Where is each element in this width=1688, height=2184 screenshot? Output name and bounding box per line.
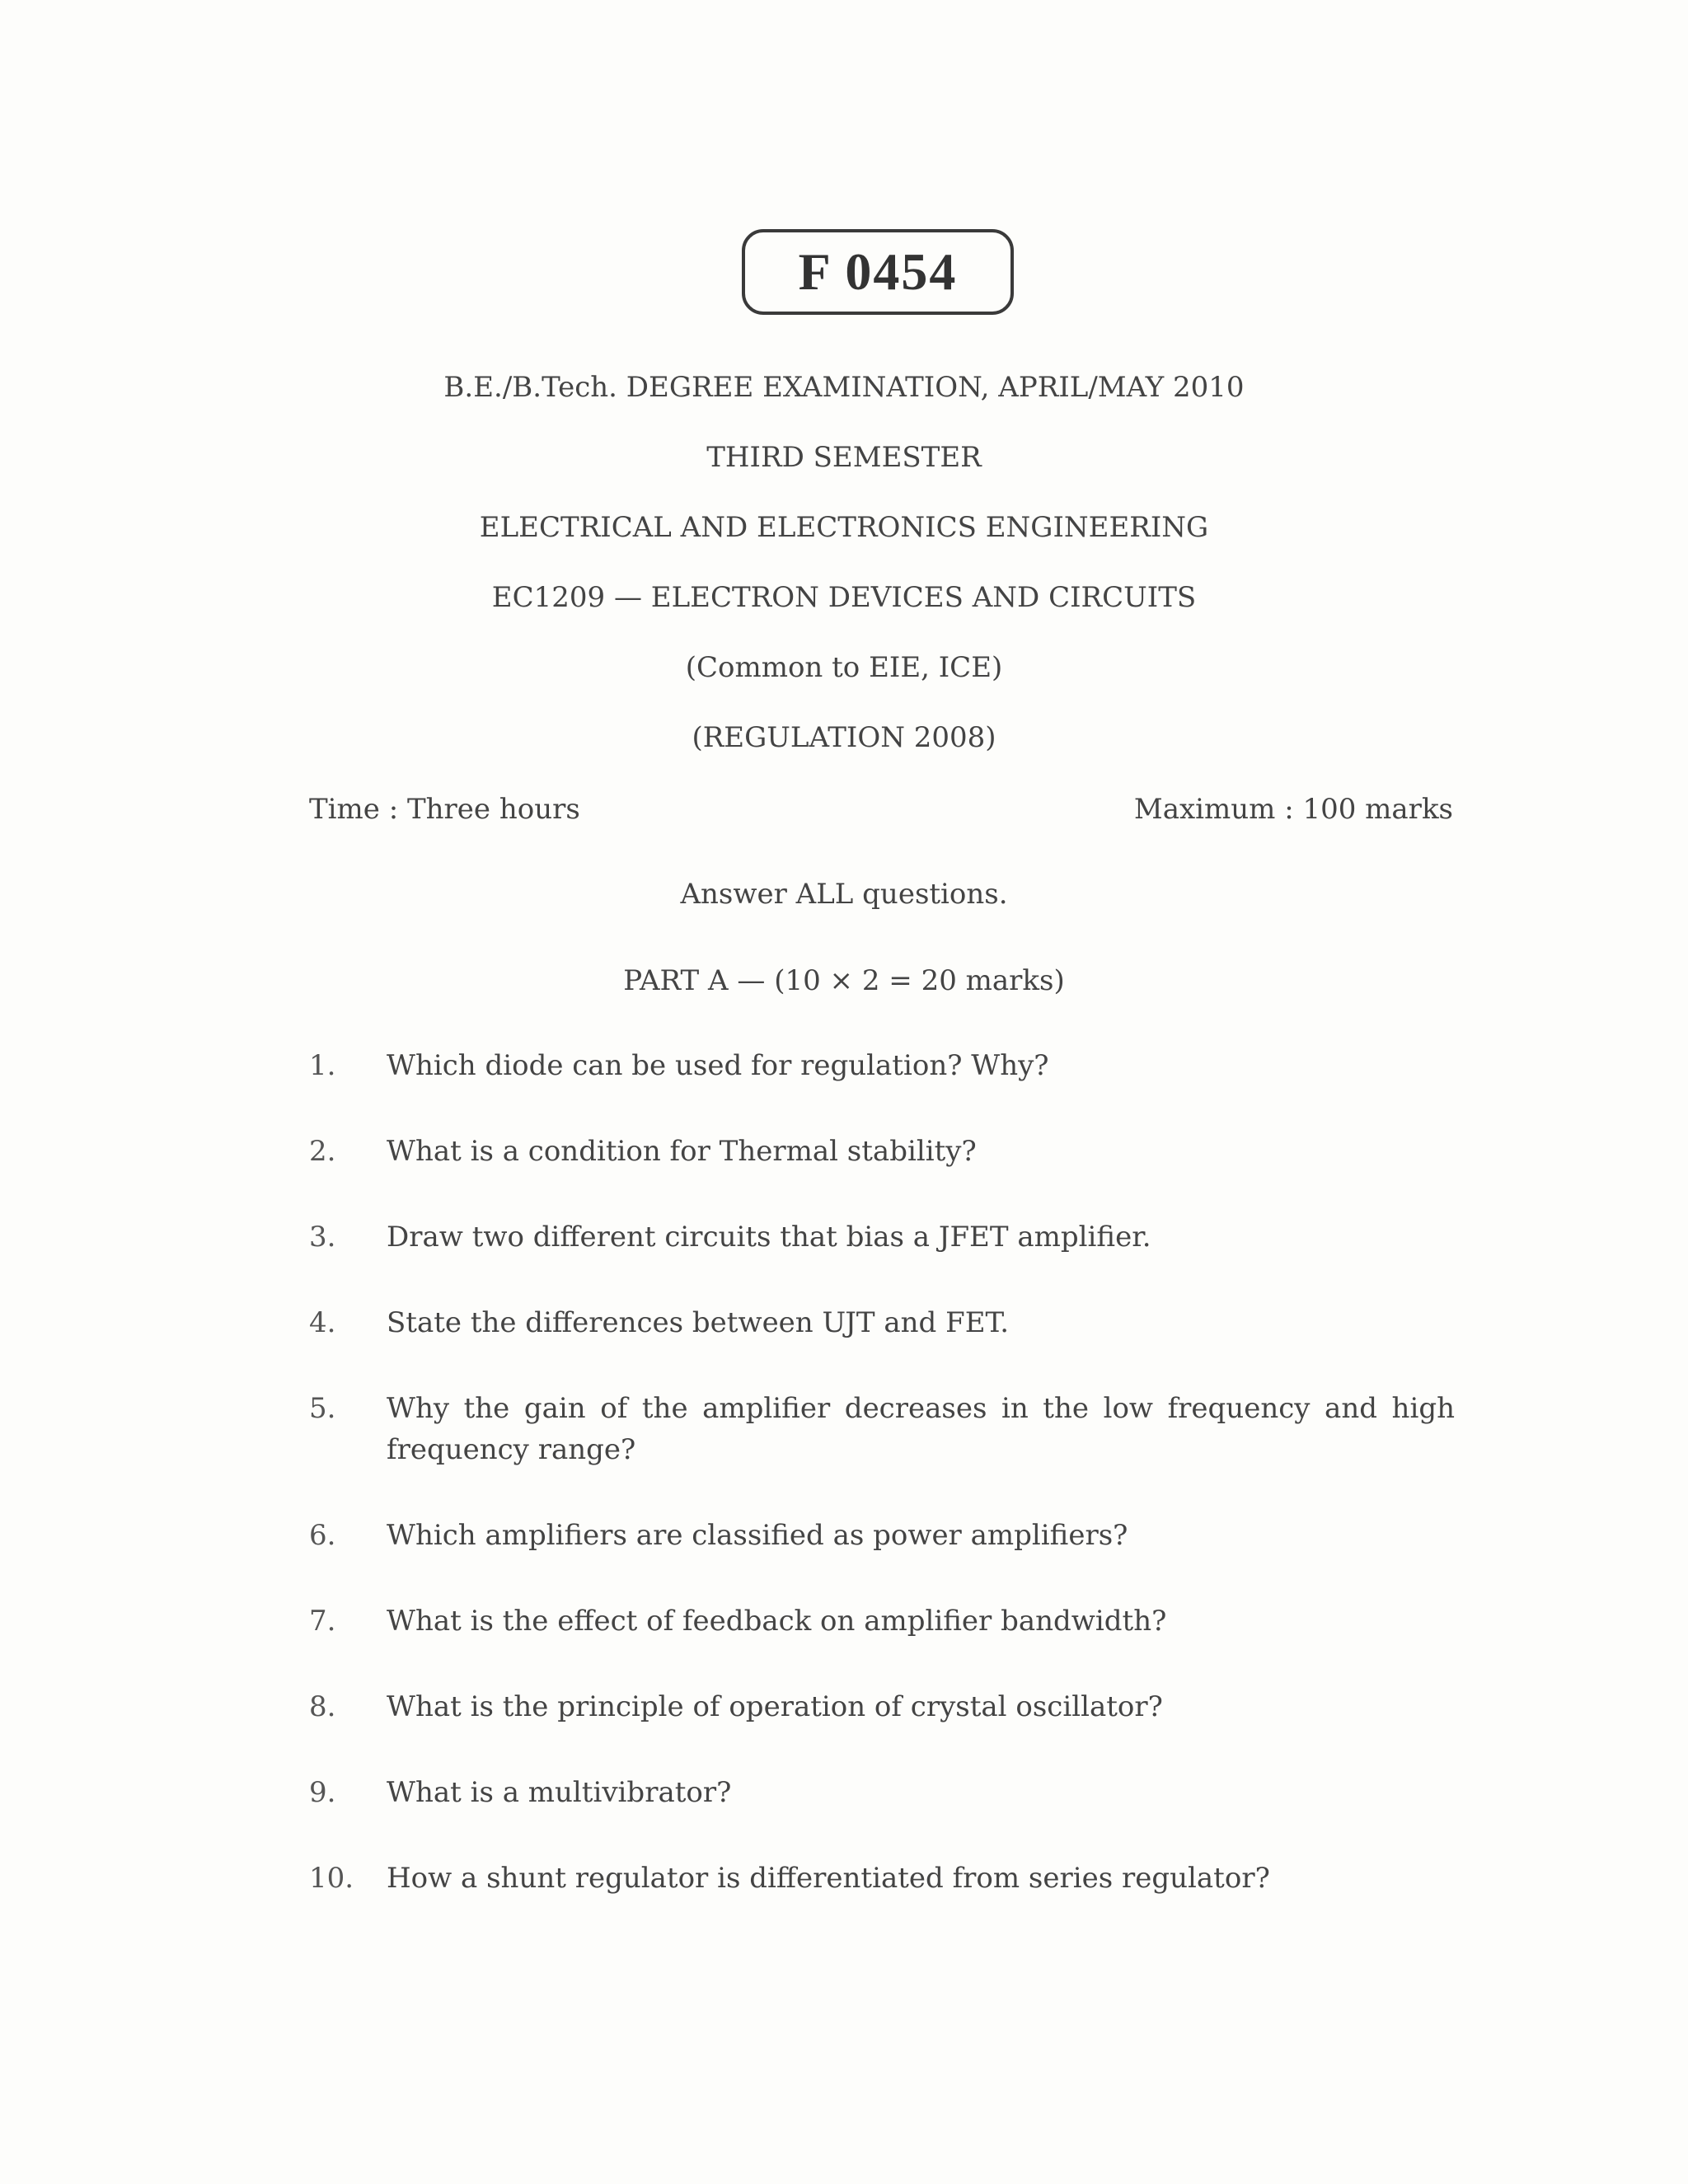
exam-time: Time : Three hours <box>309 793 580 826</box>
question-number: 4. <box>309 1306 336 1339</box>
department: ELECTRICAL AND ELECTRONICS ENGINEERING <box>479 511 1209 544</box>
instruction: Answer ALL questions. <box>680 878 1008 911</box>
question-item <box>309 1216 1455 1258</box>
question-number: 6. <box>309 1519 336 1552</box>
max-marks: Maximum : 100 marks <box>1133 793 1453 826</box>
question-text: What is the effect of feedback on amplifier bandwidth? <box>387 1605 1167 1638</box>
question-text: Why the gain of the amplifier decreases in the low frequency and high frequency range? <box>387 1392 1455 1466</box>
question-item <box>309 1302 1455 1343</box>
question-item <box>309 1686 1455 1727</box>
question-number: 9. <box>309 1776 336 1809</box>
question-item <box>309 1131 1455 1172</box>
question-text: State the differences between UJT and FET. <box>387 1306 1010 1339</box>
question-text: Which diode can be used for regulation? Why? <box>387 1049 1049 1082</box>
question-number: 1. <box>309 1049 336 1082</box>
question-text: How a shunt regulator is differentiated from series regulator? <box>387 1862 1270 1895</box>
semester: THIRD SEMESTER <box>706 441 982 474</box>
subject: EC1209 — ELECTRON DEVICES AND CIRCUITS <box>491 581 1197 614</box>
common-to: (Common to EIE, ICE) <box>685 651 1003 684</box>
question-item <box>309 1515 1455 1556</box>
question-number: 2. <box>309 1135 336 1168</box>
question-item <box>309 1772 1455 1813</box>
question-text: What is the principle of operation of crystal oscillator? <box>387 1690 1163 1723</box>
question-number: 10. <box>309 1862 354 1895</box>
question-text: What is a condition for Thermal stability? <box>387 1135 977 1168</box>
question-text: Draw two different circuits that bias a JFET amplifier. <box>387 1221 1151 1254</box>
question-number: 3. <box>309 1221 336 1254</box>
exam-title: B.E./B.Tech. DEGREE EXAMINATION, APRIL/MAY 2010 <box>443 371 1245 404</box>
part-a-title: PART A — (10 × 2 = 20 marks) <box>623 964 1065 997</box>
question-item <box>309 1045 1455 1086</box>
question-text: What is a multivibrator? <box>387 1776 732 1809</box>
question-item <box>309 1388 1455 1470</box>
question-list <box>309 1045 1455 1943</box>
paper-code-box <box>742 229 1014 315</box>
question-item <box>309 1858 1455 1899</box>
question-number: 5. <box>309 1392 336 1425</box>
question-number: 7. <box>309 1605 336 1638</box>
question-text: Which amplifiers are classified as power amplifiers? <box>387 1519 1128 1552</box>
question-item <box>309 1601 1455 1642</box>
regulation: (REGULATION 2008) <box>692 721 996 754</box>
paper-code: F 0454 <box>798 242 958 301</box>
question-number: 8. <box>309 1690 336 1723</box>
